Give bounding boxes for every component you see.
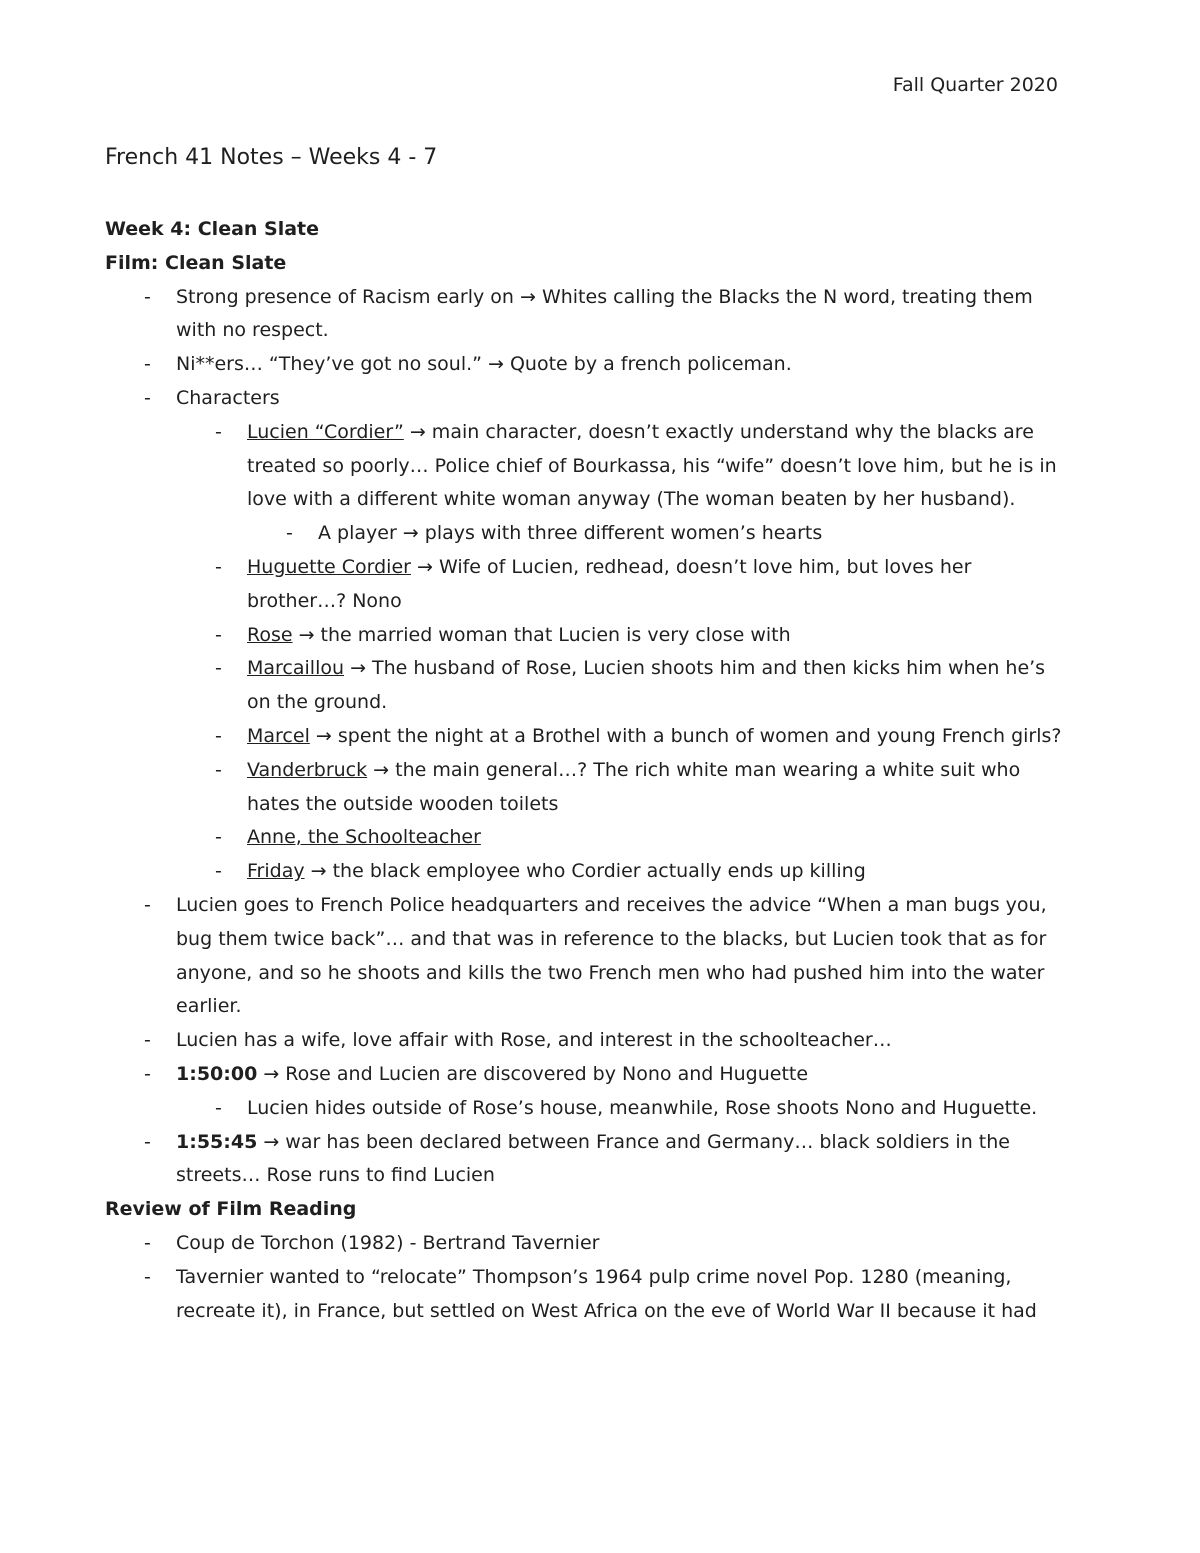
timestamp: 1:55:45 — [176, 1130, 258, 1153]
character-desc: → main character, doesn’t exactly understand why the blacks are treated so poorly… Police chief of Bourkassa, his “wife” doesn’t love him, but he is in love with a different white woman anyway (The woman beaten by her husband). — [247, 420, 1057, 511]
character-name: Lucien “Cordier” — [247, 420, 404, 443]
character-name: Friday — [247, 860, 305, 883]
character-name: Marcaillou — [247, 657, 345, 680]
character-desc: → The husband of Rose, Lucien shoots him and then kicks him when he’s on the ground. — [247, 657, 1046, 714]
timestamp-sublist — [176, 1092, 1065, 1126]
list-item: - Tavernier wanted to “relocate” Thompson’s 1964 pulp crime novel Pop. 1280 (meaning, recreate it), in France, but settled on West Africa on the eve of World War II because it had — [105, 1261, 1065, 1329]
timestamp-item — [105, 1058, 1065, 1126]
review-heading: Review of Film Reading — [105, 1198, 357, 1221]
list-item: - A player → plays with three different women’s hearts — [247, 517, 1065, 551]
character-item — [176, 821, 1065, 855]
timestamp: 1:50:00 — [176, 1062, 258, 1085]
character-desc: → Wife of Lucien, redhead, doesn’t love him, but loves her brother…? Nono — [247, 555, 972, 612]
character-sublist — [247, 517, 1065, 551]
list-item: - Lucien hides outside of Rose’s house, meanwhile, Rose shoots Nono and Huguette. — [176, 1092, 1065, 1126]
character-name: Huguette Cordier — [247, 555, 411, 578]
character-item — [176, 416, 1065, 551]
character-desc: → the black employee who Cordier actually ends up killing — [304, 860, 866, 883]
list-item: - Strong presence of Racism early on → Whites calling the Blacks the N word, treating them with no respect. — [105, 281, 1065, 349]
character-item — [176, 754, 1065, 822]
characters-item — [105, 382, 1065, 889]
header-quarter: Fall Quarter 2020 — [892, 74, 1058, 96]
character-item — [176, 619, 1065, 653]
character-desc: → the main general…? The rich white man wearing a white suit who hates the outside wooden toilets — [247, 758, 1021, 815]
film-notes-list — [105, 281, 1065, 1194]
timestamp-note: → war has been declared between France and Germany… black soldiers in the streets… Rose runs to find Lucien — [176, 1130, 1010, 1187]
list-item: - Lucien has a wife, love affair with Rose, and interest in the schoolteacher… — [105, 1024, 1065, 1058]
character-item — [176, 551, 1065, 619]
characters-label: Characters — [176, 386, 280, 409]
list-item: - Coup de Torchon (1982) - Bertrand Tavernier — [105, 1227, 1065, 1261]
timestamp-note: → Rose and Lucien are discovered by Nono and Huguette — [257, 1062, 809, 1085]
character-name: Rose — [247, 623, 293, 646]
notes-body — [105, 213, 1065, 1328]
characters-list — [176, 416, 1065, 889]
character-name: Marcel — [247, 724, 310, 747]
character-name: Vanderbruck — [247, 758, 368, 781]
list-item: - Lucien goes to French Police headquarters and receives the advice “When a man bugs you, bug them twice back”… and that was in reference to the blacks, but Lucien took that as for anyone, and so he shoots and kills the two French men who had pushed him into the water earlier. — [105, 889, 1065, 1024]
film-heading: Film: Clean Slate — [105, 251, 287, 274]
document-title: French 41 Notes – Weeks 4 - 7 — [105, 145, 438, 170]
character-item — [176, 652, 1065, 720]
character-desc: → the married woman that Lucien is very close with — [292, 623, 791, 646]
timestamp-item — [105, 1126, 1065, 1194]
week4-heading: Week 4: Clean Slate — [105, 218, 320, 240]
list-item: - Ni**ers… “They’ve got no soul.” → Quote by a french policeman. — [105, 348, 1065, 382]
character-item — [176, 720, 1065, 754]
review-list — [105, 1227, 1065, 1328]
character-desc: → spent the night at a Brothel with a bunch of women and young French girls? — [309, 724, 1062, 747]
character-name: Anne, the Schoolteacher — [247, 826, 481, 849]
character-item — [176, 855, 1065, 889]
